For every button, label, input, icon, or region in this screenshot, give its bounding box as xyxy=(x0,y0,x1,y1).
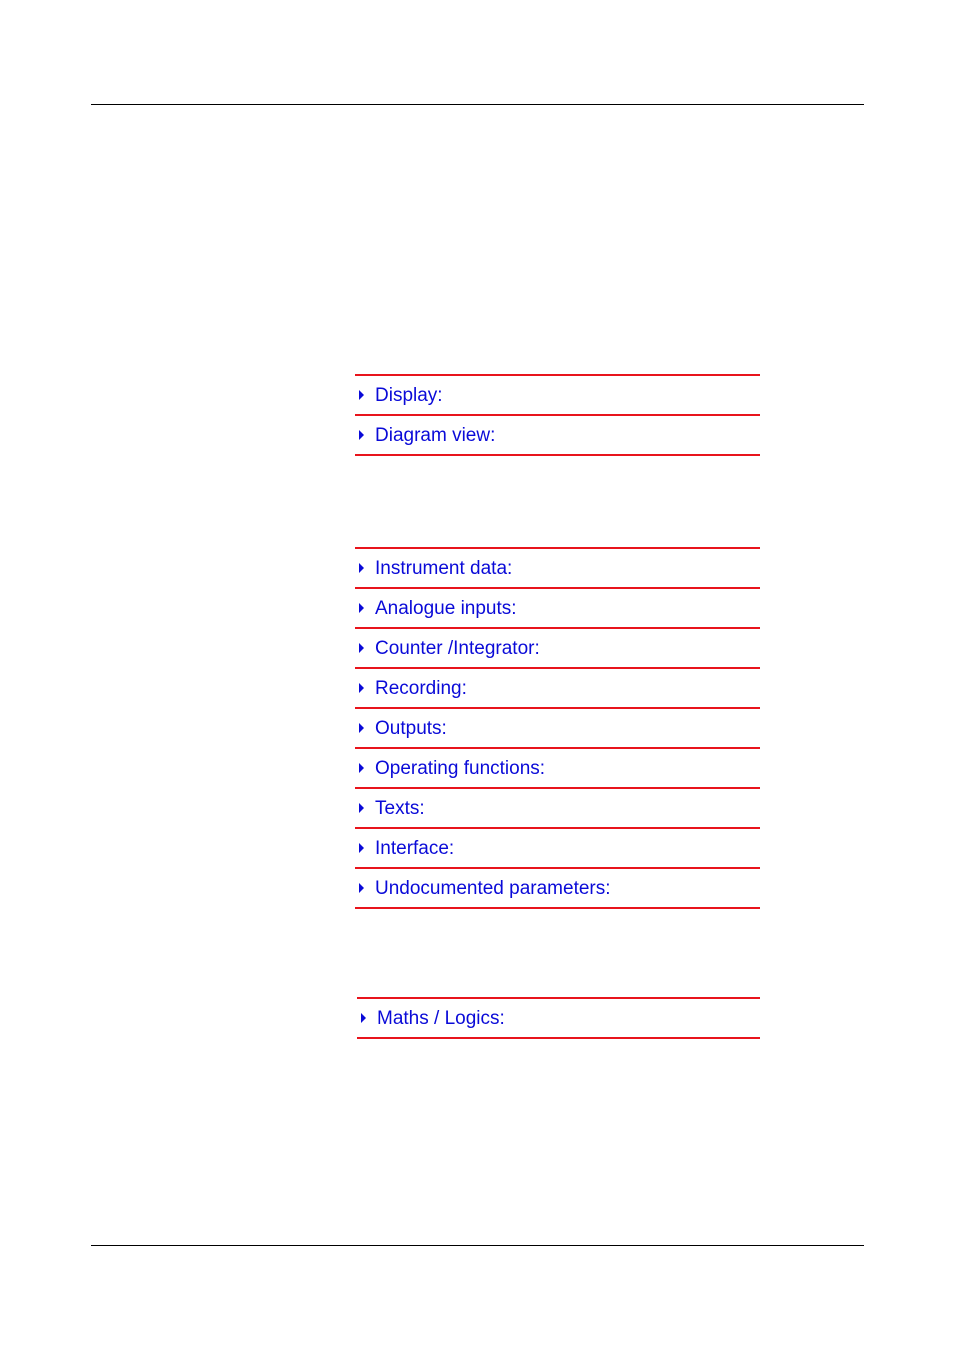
triangle-right-icon xyxy=(359,763,364,773)
triangle-right-icon xyxy=(359,883,364,893)
link-label: Instrument data: xyxy=(375,557,513,579)
link-maths-logics[interactable] xyxy=(357,999,760,1039)
triangle-right-icon xyxy=(359,390,364,400)
link-recording[interactable] xyxy=(355,669,760,709)
link-operating-functions[interactable] xyxy=(355,749,760,789)
header-rule xyxy=(91,104,864,105)
triangle-right-icon xyxy=(361,1013,366,1023)
link-group-maths xyxy=(357,997,760,1039)
triangle-right-icon xyxy=(359,603,364,613)
link-label: Interface: xyxy=(375,837,455,859)
link-label: Analogue inputs: xyxy=(375,597,517,619)
link-outputs[interactable] xyxy=(355,709,760,749)
triangle-right-icon xyxy=(359,563,364,573)
link-label: Counter /Integrator: xyxy=(375,637,540,659)
link-display[interactable] xyxy=(355,376,760,416)
link-label: Texts: xyxy=(375,797,425,819)
triangle-right-icon xyxy=(359,843,364,853)
link-group-display xyxy=(355,374,760,456)
link-label: Display: xyxy=(375,384,443,406)
link-label: Outputs: xyxy=(375,717,447,739)
triangle-right-icon xyxy=(359,683,364,693)
link-instrument-data[interactable] xyxy=(355,549,760,589)
link-label: Diagram view: xyxy=(375,424,496,446)
triangle-right-icon xyxy=(359,430,364,440)
triangle-right-icon xyxy=(359,803,364,813)
footer-rule xyxy=(91,1245,864,1246)
link-group-configuration xyxy=(355,547,760,909)
link-label: Undocumented parameters: xyxy=(375,877,611,899)
link-texts[interactable] xyxy=(355,789,760,829)
link-counter-integrator[interactable] xyxy=(355,629,760,669)
link-label: Operating functions: xyxy=(375,757,546,779)
link-undocumented-parameters[interactable] xyxy=(355,869,760,909)
link-analogue-inputs[interactable] xyxy=(355,589,760,629)
link-label: Recording: xyxy=(375,677,467,699)
triangle-right-icon xyxy=(359,643,364,653)
triangle-right-icon xyxy=(359,723,364,733)
link-interface[interactable] xyxy=(355,829,760,869)
link-label: Maths / Logics: xyxy=(377,1007,505,1029)
link-diagram-view[interactable] xyxy=(355,416,760,456)
